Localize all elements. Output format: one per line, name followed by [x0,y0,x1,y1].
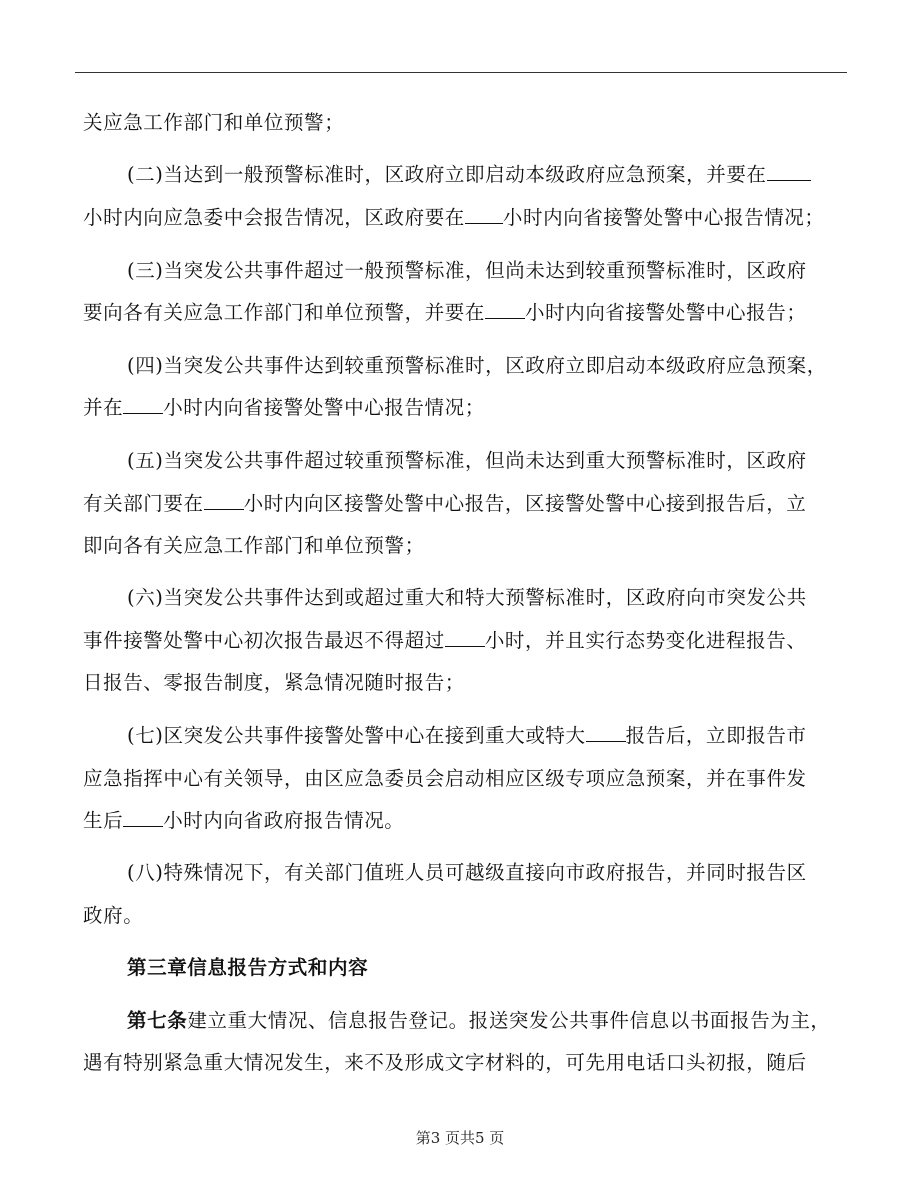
text-line: (二)当达到一般预警标准时，区政府立即启动本级政府应急预案，并要在 [127,160,811,190]
fill-blank [204,492,244,510]
fill-blank [123,809,163,827]
fill-blank [586,724,626,742]
text-line: 日报告、零报告制度，紧急情况随时报告； [83,671,465,694]
header-rule [75,72,847,73]
text-line: (六)当突发公共事件达到或超过重大和特大预警标准时，区政府向市突发公共 [127,586,807,609]
text-line: (八)特殊情况下，有关部门值班人员可越级直接向市政府报告，并同时报告区 [127,861,807,884]
fill-blank [465,206,503,224]
fill-blank [767,163,811,181]
text-line: 遇有特别紧急重大情况发生，来不及形成文字材料的，可先用电话口头初报，随后 [83,1051,807,1074]
text-line: 有关部门要在 小时内向区接警处警中心报告，区接警处警中心接到报告后，立 [83,492,807,515]
text-line: (五)当突发公共事件超过较重预警标准，但尚未达到重大预警标准时，区政府 [127,449,807,472]
chapter-heading: 第三章信息报告方式和内容 [127,956,369,979]
text-line: (四)当突发公共事件达到较重预警标准时，区政府立即启动本级政府应急预案， [127,354,827,377]
text-line: (三)当突发公共事件超过一般预警标准，但尚未达到较重预警标准时，区政府 [127,259,807,282]
fill-blank [123,396,163,414]
article-label: 第七条 [127,1009,188,1032]
text-line: 生后 小时内向省政府报告情况。 [83,809,405,832]
text-line: 并在 小时内向省接警处警中心报告情况； [83,396,485,419]
text-line: 第七条建立重大情况、信息报告登记。报送突发公共事件信息以书面报告为主， [127,1009,831,1032]
fill-blank [445,629,485,647]
text-line: 即向各有关应急工作部门和单位预警； [83,534,425,557]
text-line: 小时内向应急委中会报告情况，区政府要在 小时内向省接警处警中心报告情况； [83,206,825,229]
text-line: 关应急工作部门和单位预警； [83,111,345,134]
page-footer: 第3 页共5 页 [415,1129,505,1147]
text-line: 政府。 [83,904,144,927]
text-line: 要向各有关应急工作部门和单位预警，并要在 小时内向省接警处警中心报告； [83,301,807,324]
text-line: 应急指挥中心有关领导，由区应急委员会启动相应区级专项应急预案，并在事件发 [83,767,807,790]
text-line: (七)区突发公共事件接警处警中心在接到重大或特大 报告后，立即报告市 [127,724,807,747]
fill-blank [485,301,525,319]
text-line: 事件接警处警中心初次报告最迟不得超过 小时，并且实行态势变化进程报告、 [83,629,807,652]
